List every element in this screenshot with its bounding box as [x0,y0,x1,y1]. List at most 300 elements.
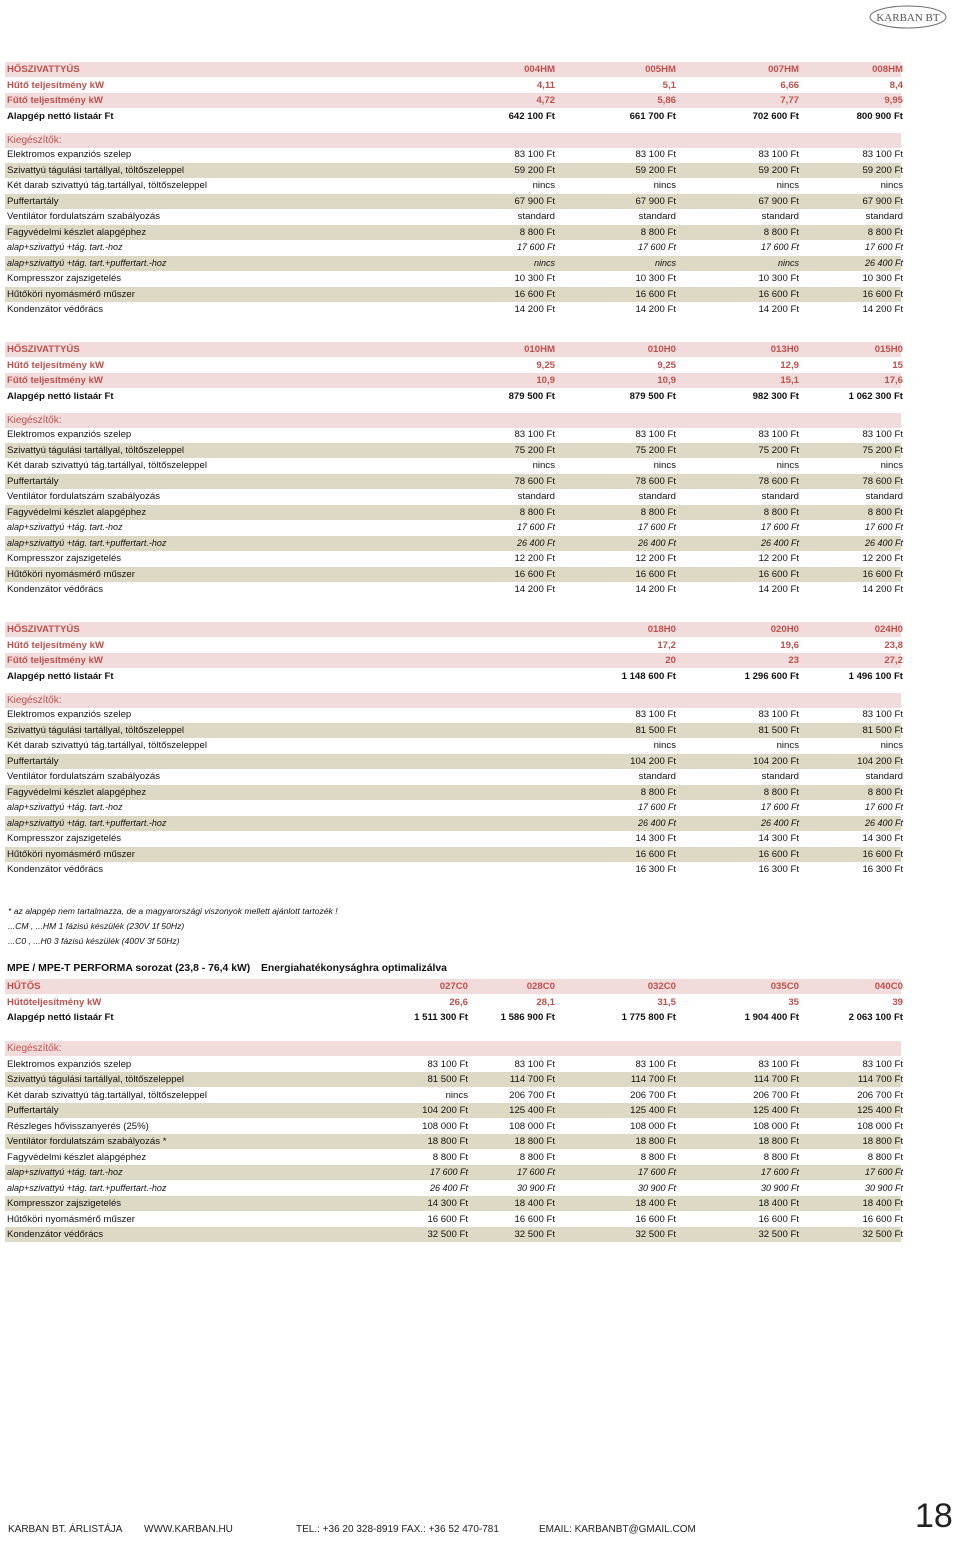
cell-value: 4,11 [536,79,555,91]
cell-value: 8 800 Ft [640,226,676,238]
row-label: Ventilátor fordulatszám szabályozás [7,771,161,783]
cell-value: 32 500 Ft [427,1229,468,1240]
accessory-row [5,707,901,722]
cell-value: 104 200 Ft [630,755,676,767]
mpe-accessory-row [5,1119,901,1134]
company-logo [868,4,948,30]
cell-value: 035C0 [770,981,799,992]
cell-value: 8 800 Ft [867,786,903,798]
accessory-row [5,474,901,489]
row-label: Kiegészítők: [7,694,62,706]
cell-value: standard [761,211,799,223]
accessory-row [5,520,901,535]
accessory-row [5,271,901,286]
cell-value: nincs [776,180,799,192]
cell-value: 004HM [524,64,555,75]
cell-value: 800 900 Ft [856,110,903,122]
mpe-accessory-row [5,1150,901,1165]
cell-value: 125 400 Ft [630,1105,676,1116]
cell-value: 83 100 Ft [758,149,799,161]
cell-value: 26 400 Ft [637,817,676,828]
row-label: alap+szivattyú +tág. tart.-hoz [7,1167,123,1177]
cell-value: 83 100 Ft [862,429,903,441]
accessory-row [5,443,901,458]
base-price-row [5,669,901,684]
cell-value: 26 400 Ft [864,257,903,268]
cell-value: 32 500 Ft [635,1229,676,1240]
cell-value: 108 000 Ft [630,1120,676,1132]
cell-value: 26 400 Ft [637,537,676,548]
cell-value: 040C0 [874,981,903,992]
accessory-row [5,862,901,877]
cell-value: 108 000 Ft [753,1120,799,1132]
cell-value: 23,8 [884,639,903,651]
mpe-accessory-row [5,1057,901,1072]
cell-value: 6,66 [780,79,799,91]
cell-value: 17 600 Ft [516,242,555,253]
cell-value: 8 800 Ft [640,786,676,798]
cell-value: standard [517,211,555,223]
cell-value: 8 800 Ft [867,226,903,238]
cell-value: 9,25 [536,359,555,371]
cell-value: 16 600 Ft [635,288,676,300]
cell-value: nincs [777,257,799,268]
cell-value: 67 900 Ft [635,195,676,207]
cell-value: 8 800 Ft [763,506,799,518]
cell-value: 20 [665,655,676,666]
cell-value: 17 600 Ft [864,802,903,813]
cell-value: 108 000 Ft [509,1120,555,1132]
cooling-capacity-row [5,78,901,93]
cell-value: standard [865,771,903,783]
row-label: Szivattyú tágulási tartállyal, töltőszeleppel [7,1074,185,1085]
cell-value: 10,9 [657,375,676,386]
cell-value: standard [761,771,799,783]
cell-value: 14 200 Ft [514,584,555,596]
row-label: Alapgép nettó listaár Ft [7,670,114,682]
cell-value: 32 500 Ft [862,1229,903,1240]
row-label: Szivattyú tágulási tartállyal, töltőszeleppel [7,164,185,176]
cell-value: 17 600 Ft [637,802,676,813]
cell-value: 83 100 Ft [427,1058,468,1070]
accessory-row [5,738,901,753]
mpe-accessory-row [5,1181,901,1196]
cell-value: 642 100 Ft [508,110,555,122]
cell-value: 83 100 Ft [862,1058,903,1070]
cell-value: 78 600 Ft [758,475,799,487]
cell-value: 75 200 Ft [862,444,903,456]
model-header-row [5,62,901,77]
cell-value: 16 600 Ft [427,1213,468,1225]
row-label: Kiegészítők: [7,134,62,146]
accessory-row [5,785,901,800]
cell-value: 8 800 Ft [519,1151,555,1163]
cell-value: 16 600 Ft [635,1213,676,1225]
cell-value: 18 800 Ft [635,1136,676,1147]
mpe-accessory-row [5,1072,901,1087]
row-label: HŐSZIVATTYÚS [7,624,80,635]
row-label: Ventilátor fordulatszám szabályozás * [7,1136,167,1147]
row-label: Kondenzátor védőrács [7,864,103,876]
accessory-row [5,847,901,862]
cell-value: 26 400 Ft [864,537,903,548]
cell-value: 19,6 [780,639,799,651]
accessory-row [5,458,901,473]
mpe-accessory-row [5,1196,901,1211]
row-label: Puffertartály [7,195,59,207]
cell-value: 18 400 Ft [514,1198,555,1209]
cell-value: 10 300 Ft [758,273,799,285]
cell-value: standard [517,491,555,503]
row-label: Két darab szivattyú tág.tartállyal, töltőszeleppel [7,180,207,192]
mpe-base-price-row [5,1010,901,1025]
cell-value: 67 900 Ft [758,195,799,207]
cell-value: 16 300 Ft [862,864,903,876]
cell-value: 59 200 Ft [635,164,676,176]
cell-value: 83 100 Ft [514,149,555,161]
cell-value: 104 200 Ft [753,755,799,767]
mpe-accessory-row [5,1212,901,1227]
cell-value: 020H0 [770,624,799,635]
cell-value: 18 400 Ft [862,1198,903,1209]
cell-value: 982 300 Ft [752,390,799,402]
cell-value: 14 300 Ft [635,833,676,845]
cell-value: standard [865,211,903,223]
cell-value: 12 200 Ft [635,553,676,565]
cell-value: 8 800 Ft [519,506,555,518]
accessory-row [5,287,901,302]
cell-value: 17,6 [884,375,903,386]
mpe-series-title: MPE / MPE-T PERFORMA sorozat (23,8 - 76,4 kW) [7,963,251,974]
cell-value: 1 062 300 Ft [848,390,903,402]
row-label: Két darab szivattyú tág.tartállyal, töltőszeleppel [7,1089,207,1101]
accessory-row [5,723,901,738]
row-label: Fagyvédelmi készlet alapgéphez [7,226,147,238]
row-label: Részleges hővisszanyerés (25%) [7,1120,149,1132]
row-label: Alapgép nettó listaár Ft [7,390,114,402]
cell-value: 17 600 Ft [429,1167,468,1177]
row-label: Elektromos expanziós szelep [7,429,132,441]
cell-value: 8 800 Ft [763,1151,799,1163]
row-label: Fűtő teljesítmény kW [7,375,103,386]
row-label: Hűtőteljesítmény kW [7,996,102,1008]
cell-value: 16 600 Ft [758,568,799,580]
cell-value: standard [638,491,676,503]
cell-value: 27,2 [884,655,903,666]
cell-value: 78 600 Ft [514,475,555,487]
footer-website[interactable]: WWW.KARBAN.HU [144,1524,233,1535]
heating-capacity-row [5,373,901,388]
cell-value: 17 600 Ft [864,242,903,253]
cell-value: 26 400 Ft [864,817,903,828]
cell-value: 83 100 Ft [635,709,676,721]
cell-value: 108 000 Ft [422,1120,468,1132]
cell-value: 16 600 Ft [862,568,903,580]
row-label: alap+szivattyú +tág. tart.+puffertart.-hoz [7,537,167,548]
cell-value: 83 100 Ft [758,1058,799,1070]
cell-value: 17 600 Ft [864,522,903,533]
row-label: Puffertartály [7,755,59,767]
row-label: HŰTŐS [7,981,41,992]
cell-value: 8 800 Ft [432,1151,468,1163]
cell-value: 16 600 Ft [635,568,676,580]
cell-value: 75 200 Ft [758,444,799,456]
row-label: HŐSZIVATTYÚS [7,64,80,75]
footer-company: KARBAN BT. ÁRLISTÁJA [8,1524,123,1535]
cell-value: 4,72 [536,95,555,106]
cell-value: 10 300 Ft [862,273,903,285]
row-label: alap+szivattyú +tág. tart.+puffertart.-hoz [7,257,167,268]
cell-value: 010HM [524,344,555,355]
cell-value: 104 200 Ft [857,755,903,767]
row-label: Puffertartály [7,1105,59,1116]
cell-value: 1 148 600 Ft [621,670,676,682]
row-label: Szivattyú tágulási tartállyal, töltőszeleppel [7,444,185,456]
cell-value: 81 500 Ft [427,1074,468,1085]
cell-value: 108 000 Ft [857,1120,903,1132]
heating-capacity-row [5,93,901,108]
cell-value: 007HM [768,64,799,75]
row-label: Ventilátor fordulatszám szabályozás [7,491,161,503]
cell-value: 83 100 Ft [862,149,903,161]
mpe-accessory-row [5,1103,901,1118]
accessory-row [5,831,901,846]
cell-value: 18 800 Ft [758,1136,799,1147]
cell-value: 14 300 Ft [427,1198,468,1209]
cell-value: nincs [533,257,555,268]
cell-value: 81 500 Ft [635,724,676,736]
cell-value: 14 200 Ft [758,304,799,316]
cell-value: nincs [653,740,676,752]
cell-value: nincs [880,180,903,192]
cell-value: 59 200 Ft [862,164,903,176]
cell-value: 30 900 Ft [760,1182,799,1193]
accessory-row [5,302,901,317]
row-label: Kondenzátor védőrács [7,584,103,596]
row-label: Szivattyú tágulási tartállyal, töltőszeleppel [7,724,185,736]
cell-value: 83 100 Ft [635,149,676,161]
cell-value: 16 600 Ft [514,568,555,580]
cell-value: 5,1 [662,79,676,91]
model-header-row [5,622,901,637]
accessory-row [5,163,901,178]
cell-value: 14 200 Ft [758,584,799,596]
cell-value: 010H0 [647,344,676,355]
cell-value: 75 200 Ft [514,444,555,456]
cell-value: 12 200 Ft [862,553,903,565]
accessory-row [5,816,901,831]
cell-value: 17 600 Ft [516,1167,555,1177]
mpe-accessory-row [5,1165,901,1180]
accessory-row [5,567,901,582]
cell-value: standard [865,491,903,503]
cell-value: 1 904 400 Ft [744,1012,799,1023]
cell-value: 16 600 Ft [514,288,555,300]
row-label: Puffertartály [7,475,59,487]
cell-value: 206 700 Ft [857,1089,903,1101]
cell-value: 10,9 [536,375,555,386]
row-label: Fagyvédelmi készlet alapgéphez [7,1151,147,1163]
cell-value: 67 900 Ft [862,195,903,207]
cell-value: 59 200 Ft [514,164,555,176]
cell-value: 17 600 Ft [864,1167,903,1177]
row-label: Kompresszor zajszigetelés [7,553,122,565]
cell-value: 879 500 Ft [629,390,676,402]
accessory-row [5,225,901,240]
cell-value: 67 900 Ft [514,195,555,207]
cell-value: 17,2 [657,639,676,651]
cell-value: 14 200 Ft [514,304,555,316]
cell-value: 18 800 Ft [862,1136,903,1147]
cell-value: 032C0 [647,981,676,992]
cell-value: 17 600 Ft [760,802,799,813]
row-label: Elektromos expanziós szelep [7,709,132,721]
cell-value: nincs [776,740,799,752]
cell-value: 018H0 [647,624,676,635]
accessory-row [5,209,901,224]
row-label: Fagyvédelmi készlet alapgéphez [7,786,147,798]
accessory-row [5,427,901,442]
accessory-row [5,536,901,551]
heating-capacity-row [5,653,901,668]
accessories-title-row [5,413,901,428]
cell-value: 35 [788,996,799,1008]
row-label: Ventilátor fordulatszám szabályozás [7,211,161,223]
note-single-phase: ...CM , ...HM 1 fázisú készülék (230V 1f 50Hz) [8,921,185,931]
cell-value: 10 300 Ft [514,273,555,285]
cell-value: 024H0 [874,624,903,635]
cell-value: standard [638,211,676,223]
row-label: Fűtő teljesítmény kW [7,655,103,666]
cell-value: 9,95 [884,95,903,106]
page-footer [0,1520,960,1544]
cell-value: 16 300 Ft [758,864,799,876]
cell-value: 8 800 Ft [519,226,555,238]
cell-value: 16 600 Ft [514,1213,555,1225]
row-label: alap+szivattyú +tág. tart.-hoz [7,802,123,813]
cell-value: 206 700 Ft [630,1089,676,1101]
row-label: Hűtőköri nyomásmérő műszer [7,288,135,300]
cell-value: 15,1 [780,375,799,386]
cell-value: 17 600 Ft [516,522,555,533]
cell-value: 14 300 Ft [862,833,903,845]
cell-value: 83 100 Ft [514,1058,555,1070]
cell-value: 16 600 Ft [862,1213,903,1225]
row-label: Kiegészítők: [7,414,62,426]
mpe-accessory-row [5,1134,901,1149]
cell-value: nincs [532,180,555,192]
base-price-row [5,389,901,404]
cell-value: 1 775 800 Ft [621,1012,676,1023]
row-label: HŐSZIVATTYÚS [7,344,80,355]
cell-value: 114 700 Ft [753,1074,799,1085]
cell-value: 8 800 Ft [867,506,903,518]
row-label: alap+szivattyú +tág. tart.+puffertart.-hoz [7,1182,167,1193]
row-label: alap+szivattyú +tág. tart.-hoz [7,242,123,253]
footer-email[interactable]: EMAIL: KARBANBT@GMAIL.COM [539,1524,696,1535]
cell-value: 26 400 Ft [760,537,799,548]
model-header-row [5,342,901,357]
cell-value: standard [761,491,799,503]
row-label: Hűtőköri nyomásmérő műszer [7,848,135,860]
cell-value: nincs [776,460,799,472]
cell-value: 16 600 Ft [635,848,676,860]
row-label: Alapgép nettó listaár Ft [7,1012,114,1023]
cell-value: 2 063 100 Ft [848,1012,903,1023]
accessory-row [5,769,901,784]
cell-value: 14 300 Ft [758,833,799,845]
note-three-phase: ...C0 , ...H0 3 fázisú készülék (400V 3f 50Hz) [8,936,180,946]
cell-value: nincs [445,1089,468,1101]
cell-value: 16 600 Ft [758,288,799,300]
accessory-row [5,194,901,209]
row-label: alap+szivattyú +tág. tart.-hoz [7,522,123,533]
cell-value: 83 100 Ft [862,709,903,721]
row-label: Két darab szivattyú tág.tartállyal, töltőszeleppel [7,740,207,752]
cell-value: 8,4 [889,79,903,91]
cell-value: 8 800 Ft [640,506,676,518]
accessory-row [5,147,901,162]
cell-value: 81 500 Ft [862,724,903,736]
cell-value: 9,25 [657,359,676,371]
cell-value: 16 600 Ft [758,848,799,860]
cell-value: 005HM [645,64,676,75]
cell-value: 104 200 Ft [422,1105,468,1116]
cell-value: 17 600 Ft [637,1167,676,1177]
cell-value: 14 200 Ft [862,304,903,316]
mpe-accessories-title-row [5,1041,901,1056]
cooling-capacity-row [5,358,901,373]
cell-value: 30 900 Ft [516,1182,555,1193]
cell-value: 17 600 Ft [760,1167,799,1177]
cell-value: 83 100 Ft [514,429,555,441]
cell-value: 26,6 [449,996,468,1008]
mpe-model-header-row [5,979,901,994]
cell-value: 39 [892,996,903,1008]
row-label: Hűtőköri nyomásmérő műszer [7,1213,135,1225]
accessory-row [5,240,901,255]
cell-value: 008HM [872,64,903,75]
cell-value: 23 [788,655,799,666]
cell-value: nincs [880,460,903,472]
cell-value: 661 700 Ft [629,110,676,122]
cell-value: 1 296 600 Ft [744,670,799,682]
accessory-row [5,256,901,271]
cell-value: 8 800 Ft [640,1151,676,1163]
cell-value: 027C0 [439,981,468,992]
cell-value: 28,1 [536,996,555,1008]
cell-value: 16 600 Ft [758,1213,799,1225]
cell-value: 1 496 100 Ft [848,670,903,682]
cell-value: 78 600 Ft [635,475,676,487]
cell-value: 30 900 Ft [864,1182,903,1193]
row-label: Hűtő teljesítmény kW [7,79,105,91]
cell-value: nincs [532,460,555,472]
base-price-row [5,109,901,124]
row-label: Kompresszor zajszigetelés [7,1198,122,1209]
cell-value: 125 400 Ft [857,1105,903,1116]
accessory-row [5,505,901,520]
row-label: Fűtő teljesítmény kW [7,95,103,106]
cell-value: 26 400 Ft [760,817,799,828]
mpe-series-subtitle: Energiahatékonysághra optimalizálva [261,963,447,974]
cell-value: 81 500 Ft [758,724,799,736]
cell-value: nincs [653,460,676,472]
cell-value: 1 586 900 Ft [500,1012,555,1023]
cell-value: 32 500 Ft [514,1229,555,1240]
row-label: Alapgép nettó listaár Ft [7,110,114,122]
cell-value: 16 300 Ft [635,864,676,876]
